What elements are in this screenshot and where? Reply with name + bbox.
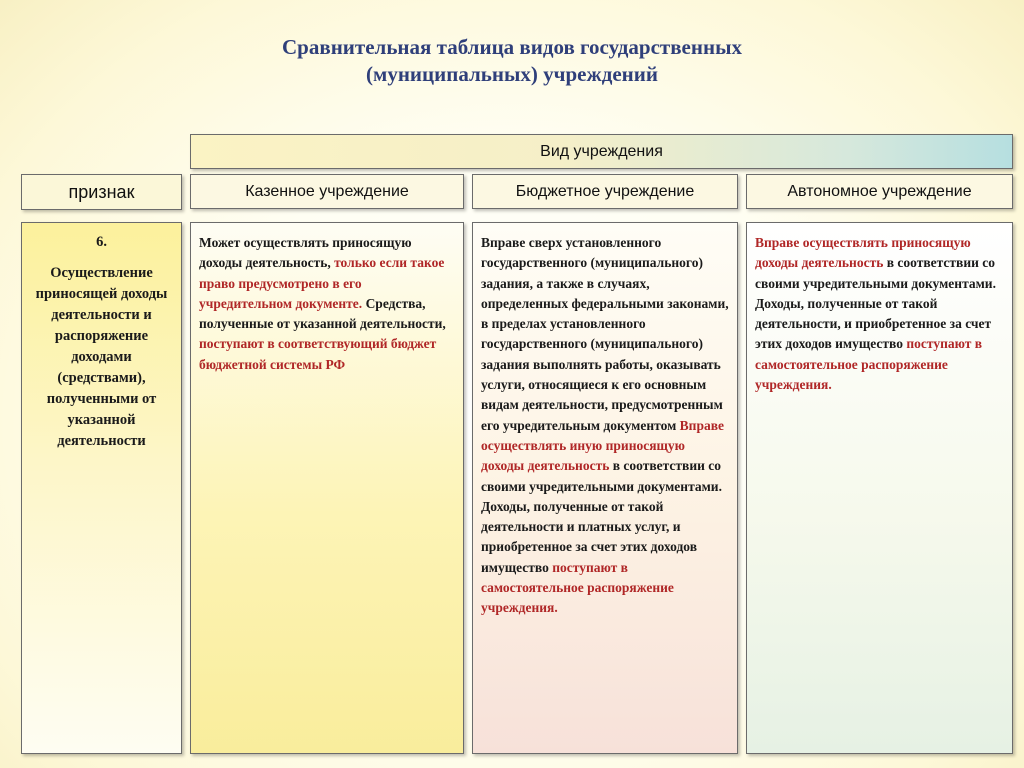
byudzhetnoe-highlight-2: поступают в самостоятельное распоряжение учреждения. (481, 559, 674, 616)
title-line-2: (муниципальных) учреждений (366, 62, 658, 86)
cell-kazennoe (190, 222, 464, 754)
cell-avtonomnoe (746, 222, 1013, 754)
title-line-1: Сравнительная таблица видов государственных (282, 35, 742, 59)
criterion-number: 6. (96, 234, 107, 250)
group-header-vid-uchrezhdeniya: Вид учреждения (190, 134, 1013, 169)
avtonomnoe-highlight-2: поступают в самостоятельное распоряжение учреждения. (755, 336, 983, 393)
cell-byudzhetnoe (472, 222, 738, 754)
kazennoe-highlight-2: поступают в соответствующий бюджет бюджетной системы РФ (199, 336, 437, 372)
byudzhetnoe-text-1: Вправе сверх установленного государственного (муниципального) задания, а также в случаях, определенных федеральными законами, в пределах установленного государственного (муниципального) задания выполнять работы, оказывать услуги, относящиеся к его основным видам деятельности, предусмотренным его учредительным документом (481, 235, 729, 433)
kazennoe-highlight-1: только если такое право предусмотрено в его учредительном документе. (199, 255, 445, 311)
criterion-text: Осуществление приносящей доходы деятельности и распоряжение доходами (средствами), полученными от указанной деятельности (35, 265, 168, 449)
criterion-cell (21, 222, 182, 754)
kazennoe-text-2: Средства, полученные от указанной деятельности, (199, 295, 446, 332)
row-header-priznak: признак (21, 174, 182, 210)
byudzhetnoe-highlight-1: Вправе осуществлять иную приносящую доходы деятельность (481, 417, 724, 474)
page-title (0, 34, 1024, 88)
kazennoe-text-1: Может осуществлять приносящую доходы деятельность, (199, 235, 412, 271)
column-header-byudzhetnoe: Бюджетное учреждение (472, 174, 738, 209)
byudzhetnoe-text-3: Доходы, полученные от такой деятельности и платных услуг, и приобретенное за счет этих доходов имущество (481, 498, 697, 575)
column-header-kazennoe: Казенное учреждение (190, 174, 464, 209)
byudzhetnoe-text-2: в соответствии со своими учредительными документами. (481, 458, 722, 494)
column-header-avtonomnoe: Автономное учреждение (746, 174, 1013, 209)
avtonomnoe-highlight-1: Вправе осуществлять приносящую доходы деятельность (755, 235, 971, 271)
avtonomnoe-text-1: в соответствии со своими учредительными документами. Доходы, полученные от такой деятельности, и приобретенное за счет этих доходов имущество (755, 255, 996, 352)
